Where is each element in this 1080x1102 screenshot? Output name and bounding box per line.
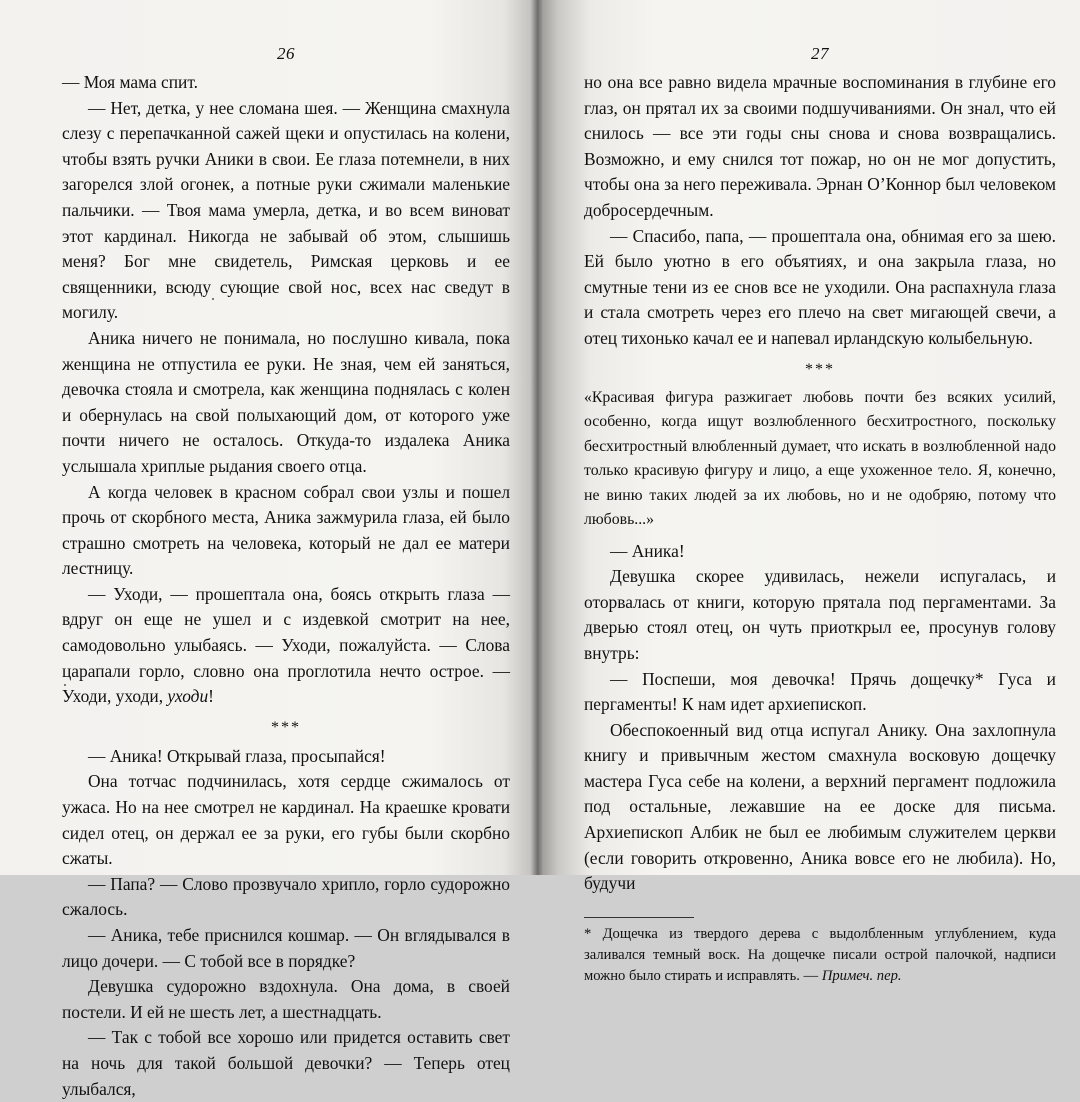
paragraph: Аника ничего не понимала, но послушно кивала, пока женщина не отпустила ее руки. Не зная, чем ей заняться, девочка стояла и смотрела, как женщина поднялась с колен и обернулась на свой полыхающий дом, от которого уже почти ничего не осталось. Откуда-то издалека Аника услышала хриплые рыдания своего отца. xyxy=(62,327,510,476)
paragraph: — Аника! xyxy=(610,540,685,561)
epigraph-quote: «Красивая фигура разжигает любовь почти без всяких усилий, особенно, когда ищут возлюбленного бесхитростного, поскольку бесхитростный влюбленный думает, что искать в возлюбленной надо только красивую фигуру и лицо, а еще ухоженное тело. Я, конечно, не виню таких людей за их любовь, но и не одобряю, потому что любовь...» xyxy=(584,388,1056,529)
right-page xyxy=(536,0,1080,984)
page-number-right: 27 xyxy=(811,44,829,63)
paragraph: Девушка скорее удивилась, нежели испугалась, и оторвалась от книги, которую прятала под пергаментами. За дверью стоял отец, он чуть приоткрыл ее, просунув голову внутрь: xyxy=(584,566,1056,663)
section-separator: *** xyxy=(271,718,301,736)
paragraph: — Папа? — Слово прозвучало хрипло, горло судорожно сжалось. xyxy=(62,873,510,920)
section-separator: *** xyxy=(805,360,835,378)
paragraph: Девушка судорожно вздохнула. Она дома, в своей постели. И ей не шесть лет, а шестнадцать. xyxy=(62,976,510,1022)
print-speck xyxy=(212,298,214,300)
paragraph xyxy=(62,582,510,710)
paragraph: — Моя мама спит. xyxy=(62,72,199,92)
paragraph: Обеспокоенный вид отца испугал Анику. Она захлопнула книгу и привычным жестом смахнула восковую дощечку мастера Гуса себе на колени, а верхний пергамент подложила под остальные, лежавшие на ее доске для письма. Архиепископ Албик не был ее любимым служителем церкви (если говорить откровенно, Аника вовсе его не любила). Но, будучи xyxy=(584,719,1056,894)
paragraph: — Аника, тебе приснился кошмар. — Он вглядывался в лицо дочери. — С тобой все в порядке? xyxy=(62,925,510,971)
paragraph-end: ! xyxy=(208,686,214,707)
paragraph: — Нет, детка, у нее сломана шея. — Женщина смахнула слезу с перепачканной сажей щеки и опустилась на колени, чтобы взять ручки Аники в свои. Ее глаза потемнели, в них загорелся злой огонек, а потные руки сжимали маленькие пальчики. — Твоя мама умерла, детка, и во всем виноват этот кардинал. Никогда не забывай об этом, слышишь меня? Бог мне свидетель, Римская церковь и ее священники, всюду сующие свой нос, всех нас сведут в могилу. xyxy=(62,97,510,323)
paragraph: — Поспеши, моя девочка! Прячь дощечку* Гуса и пергаменты! К нам идет архиепископ. xyxy=(584,668,1056,715)
print-speck xyxy=(64,684,66,686)
footnote-attribution: Примеч. пер. xyxy=(821,967,902,984)
page-number-left: 26 xyxy=(277,44,295,63)
left-page xyxy=(0,0,536,1099)
italic-word: уходи xyxy=(167,686,209,707)
paragraph: — Аника! Открывай глаза, просыпайся! xyxy=(88,745,386,766)
paragraph: А когда человек в красном собрал свои узлы и пошел прочь от скорбного места, Аника зажмурила глаза, ей было страшно смотреть на человека, который не дал ее матери лестницу. xyxy=(62,481,510,579)
paragraph-text: — Уходи, — прошептала она, боясь открыть глаза — вдруг он еще не ушел и с издевкой смотрит на нее, самодовольно улыбаясь. — Уходи, пожалуйста. — Слова царапали горло, словно она проглотила нечто острое. — Уходи, уходи, xyxy=(62,583,510,707)
footnote-text: * Дощечка из твердого дерева с выдолбленным углублением, куда заливался темный воск. На дощечке писали острой палочкой, надписи можно было стирать и исправлять. — xyxy=(584,925,1056,984)
footnote xyxy=(584,924,1056,987)
paragraph: но она все равно видела мрачные воспоминания в глубине его глаз, он прятал их за своими подшучиваниями. Он знал, что ей снилось — все эти годы сны снова и снова возвращались. Возможно, и ему снился тот пожар, но он не мог допустить, чтобы она за него переживала. Эрнан О’Коннор был человеком добросердечным. xyxy=(584,72,1056,220)
book-gutter xyxy=(530,0,544,875)
paragraph: Она тотчас подчинилась, хотя сердце сжималось от ужаса. Но на нее смотрел не кардинал. На краешке кровати сидел отец, он держал ее за руки, его губы были скорбно сжаты. xyxy=(62,771,510,869)
paragraph: — Спасибо, папа, — прошептала она, обнимая его за шею. Ей было уютно в его объятиях, и она закрыла глаза, но смутные тени из ее снов все не уходили. Она распахнула глаза и стала смотреть через его плечо на свет мигающей свечи, а отец тихонько качал ее и напевал ирландскую колыбельную. xyxy=(584,225,1056,348)
paragraph: — Так с тобой все хорошо или придется оставить свет на ночь для такой большой девочки? — Теперь отец улыбался, xyxy=(62,1027,510,1099)
footnote-divider xyxy=(584,917,694,918)
